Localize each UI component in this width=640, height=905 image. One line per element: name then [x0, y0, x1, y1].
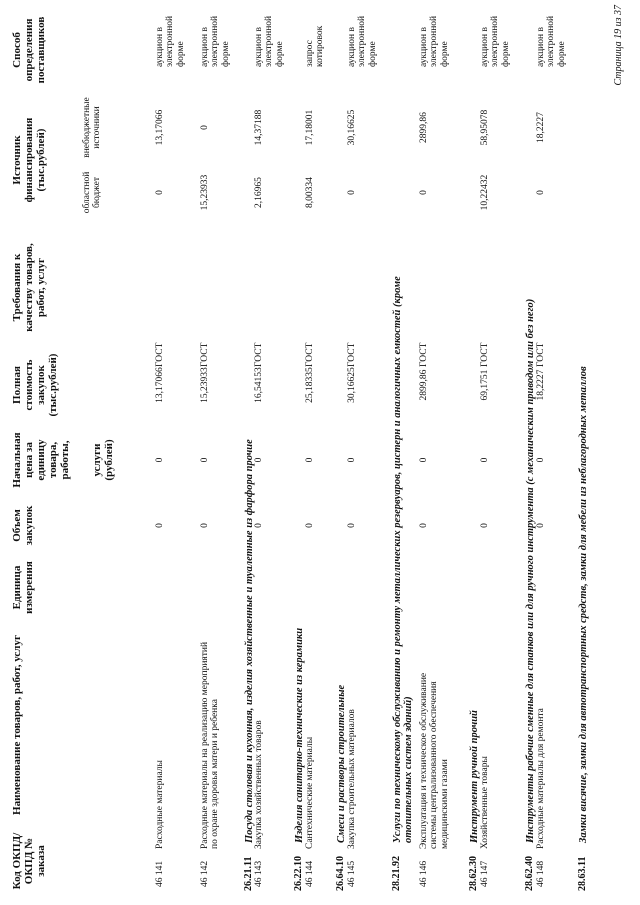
- category-name: Замки висячие, замки для автотранспортных средств, замки для мебели из неблагородных металлов: [578, 366, 589, 843]
- item-total: 16,54153: [254, 367, 264, 403]
- item-method: аукцион в электронной форме: [200, 15, 231, 67]
- category-name: Посуда столовая и кухонная, изделия хозяйственные и туалетные из фарфора прочие: [244, 439, 255, 843]
- category-code: 28.62.40: [524, 856, 535, 891]
- header-requirements: Требования к качеству товаров, работ, услуг: [11, 243, 47, 332]
- order-number: 46 144: [305, 860, 315, 887]
- item-extra: 17,18001: [305, 109, 315, 146]
- order-number: 46 142: [200, 860, 210, 887]
- item-name: Расходные материалы: [155, 760, 165, 849]
- item-regional: 8,00334: [305, 177, 315, 208]
- header-price-sub: услуги (рублей): [91, 439, 115, 481]
- header-source: Источник финансирования (тыс.рублей): [11, 117, 47, 203]
- item-extra: 18,2227: [536, 112, 546, 143]
- item-requirements: ГОСТ: [305, 342, 315, 367]
- item-total: 15,23933: [200, 367, 210, 403]
- item-regional: 0: [536, 190, 546, 195]
- item-volume: 0: [200, 523, 210, 528]
- item-requirements: ГОСТ: [155, 342, 165, 367]
- item-volume: 0: [536, 523, 546, 528]
- category-code: 28.62.30: [468, 856, 479, 891]
- item-regional: 2,16965: [254, 177, 264, 208]
- category-name: Изделия санитарно-технические из керамики: [294, 627, 305, 843]
- header-source-regional: областной бюджет: [82, 171, 103, 214]
- item-volume: 0: [347, 523, 357, 528]
- item-total: 13,17066: [155, 367, 165, 403]
- item-method: аукцион в электронной форме: [254, 15, 285, 67]
- header-code: Код ОКПД/ ОКПД № заказа: [11, 832, 47, 890]
- item-name: Закупка хозяйственных товаров: [254, 720, 264, 849]
- item-regional: 0: [347, 190, 357, 195]
- item-requirements: ГОСТ: [536, 342, 546, 367]
- order-number: 46 141: [155, 860, 165, 887]
- header-price: Начальная цена за единицу товара, работы,: [11, 432, 71, 488]
- order-number: 46 143: [254, 860, 264, 887]
- category-code: 26.64.10: [335, 856, 346, 891]
- item-total: 69,1751: [480, 369, 490, 401]
- header-volume: Объем закупок: [11, 505, 35, 546]
- item-method: аукцион в электронной форме: [536, 15, 567, 67]
- header-source-extra: внебюджетные источники: [82, 97, 103, 158]
- item-method: запрос котировок: [305, 25, 326, 67]
- category-name: Инструменты рабочие сменные для станков или для ручного инструмента (с механическим приводом или без него): [525, 298, 536, 843]
- item-extra: 2899,86: [419, 112, 429, 143]
- order-number: 46 145: [347, 860, 357, 887]
- header-method: Способ определения поставщиков: [11, 16, 47, 84]
- item-extra: 30,16625: [347, 109, 357, 146]
- item-name: Расходные материалы на реализацию мероприятий по охране здоровья матери и ребенка: [200, 641, 221, 849]
- order-number: 46 146: [419, 860, 429, 887]
- page-footer: Страница 19 из 37: [613, 5, 624, 86]
- item-method: аукцион в электронной форме: [155, 15, 186, 67]
- category-code: 26.22.10: [293, 856, 304, 891]
- item-extra: 14,37188: [254, 109, 264, 146]
- item-price: 0: [305, 457, 315, 463]
- category-code: 28.21.92: [391, 856, 402, 891]
- header-name: Наименование товаров, работ, услуг: [11, 635, 23, 815]
- item-extra: 0: [200, 125, 210, 130]
- item-price: 0: [200, 457, 210, 463]
- item-price: 0: [419, 457, 429, 463]
- item-total: 30,16625: [347, 367, 357, 403]
- item-total: 25,18335: [305, 367, 315, 403]
- item-requirements: ГОСТ: [254, 342, 264, 367]
- item-price: 0: [254, 457, 264, 463]
- item-regional: 0: [155, 190, 165, 195]
- header-unit: Единица измерения: [11, 561, 35, 614]
- item-extra: 58,95078: [480, 109, 490, 146]
- item-name: Закупка строительных материалов: [347, 709, 357, 849]
- item-volume: 0: [480, 523, 490, 528]
- item-volume: 0: [419, 523, 429, 528]
- order-number: 46 148: [536, 860, 546, 887]
- item-regional: 10,22432: [480, 174, 490, 211]
- order-number: 46 147: [480, 860, 490, 887]
- item-requirements: ГОСТ: [480, 342, 490, 367]
- item-name: Хозяйственные товары: [480, 756, 490, 849]
- item-requirements: ГОСТ: [419, 342, 429, 367]
- item-requirements: ГОСТ: [200, 342, 210, 367]
- item-volume: 0: [305, 523, 315, 528]
- item-price: 0: [480, 457, 490, 463]
- item-name: Расходные материалы для ремонта: [536, 708, 546, 849]
- item-regional: 15,23933: [200, 174, 210, 211]
- category-name: Инструмент ручной прочий: [469, 710, 480, 843]
- item-name: Сантехнические материалы: [305, 736, 315, 849]
- item-name: Эксплуатация и техническое обслуживание системы централизованного обеспечения медицинскими газами: [419, 672, 450, 849]
- item-requirements: ГОСТ: [347, 342, 357, 367]
- item-price: 0: [155, 457, 165, 463]
- item-volume: 0: [254, 523, 264, 528]
- item-total: 18,2227: [536, 369, 546, 401]
- item-volume: 0: [155, 523, 165, 528]
- item-regional: 0: [419, 190, 429, 195]
- item-method: аукцион в электронной форме: [480, 15, 511, 67]
- item-price: 0: [347, 457, 357, 463]
- item-price: 0: [536, 457, 546, 463]
- item-method: аукцион в электронной форме: [347, 15, 378, 67]
- category-name: Услуги по техническому обслуживанию и ремонту металлических резервуаров, цистерн и аналогичных емкостей (кроме отопительных систем зданий): [392, 276, 415, 843]
- item-total: 2899,86: [419, 369, 429, 401]
- category-code: 26.21.11: [243, 856, 254, 891]
- category-code: 28.63.11: [577, 856, 588, 891]
- item-method: аукцион в электронной форме: [419, 15, 450, 67]
- header-total: Полная стоимость закупок (тыс.рублей): [11, 353, 59, 417]
- item-extra: 13,17066: [155, 109, 165, 146]
- category-name: Смеси и растворы строительные: [336, 684, 347, 843]
